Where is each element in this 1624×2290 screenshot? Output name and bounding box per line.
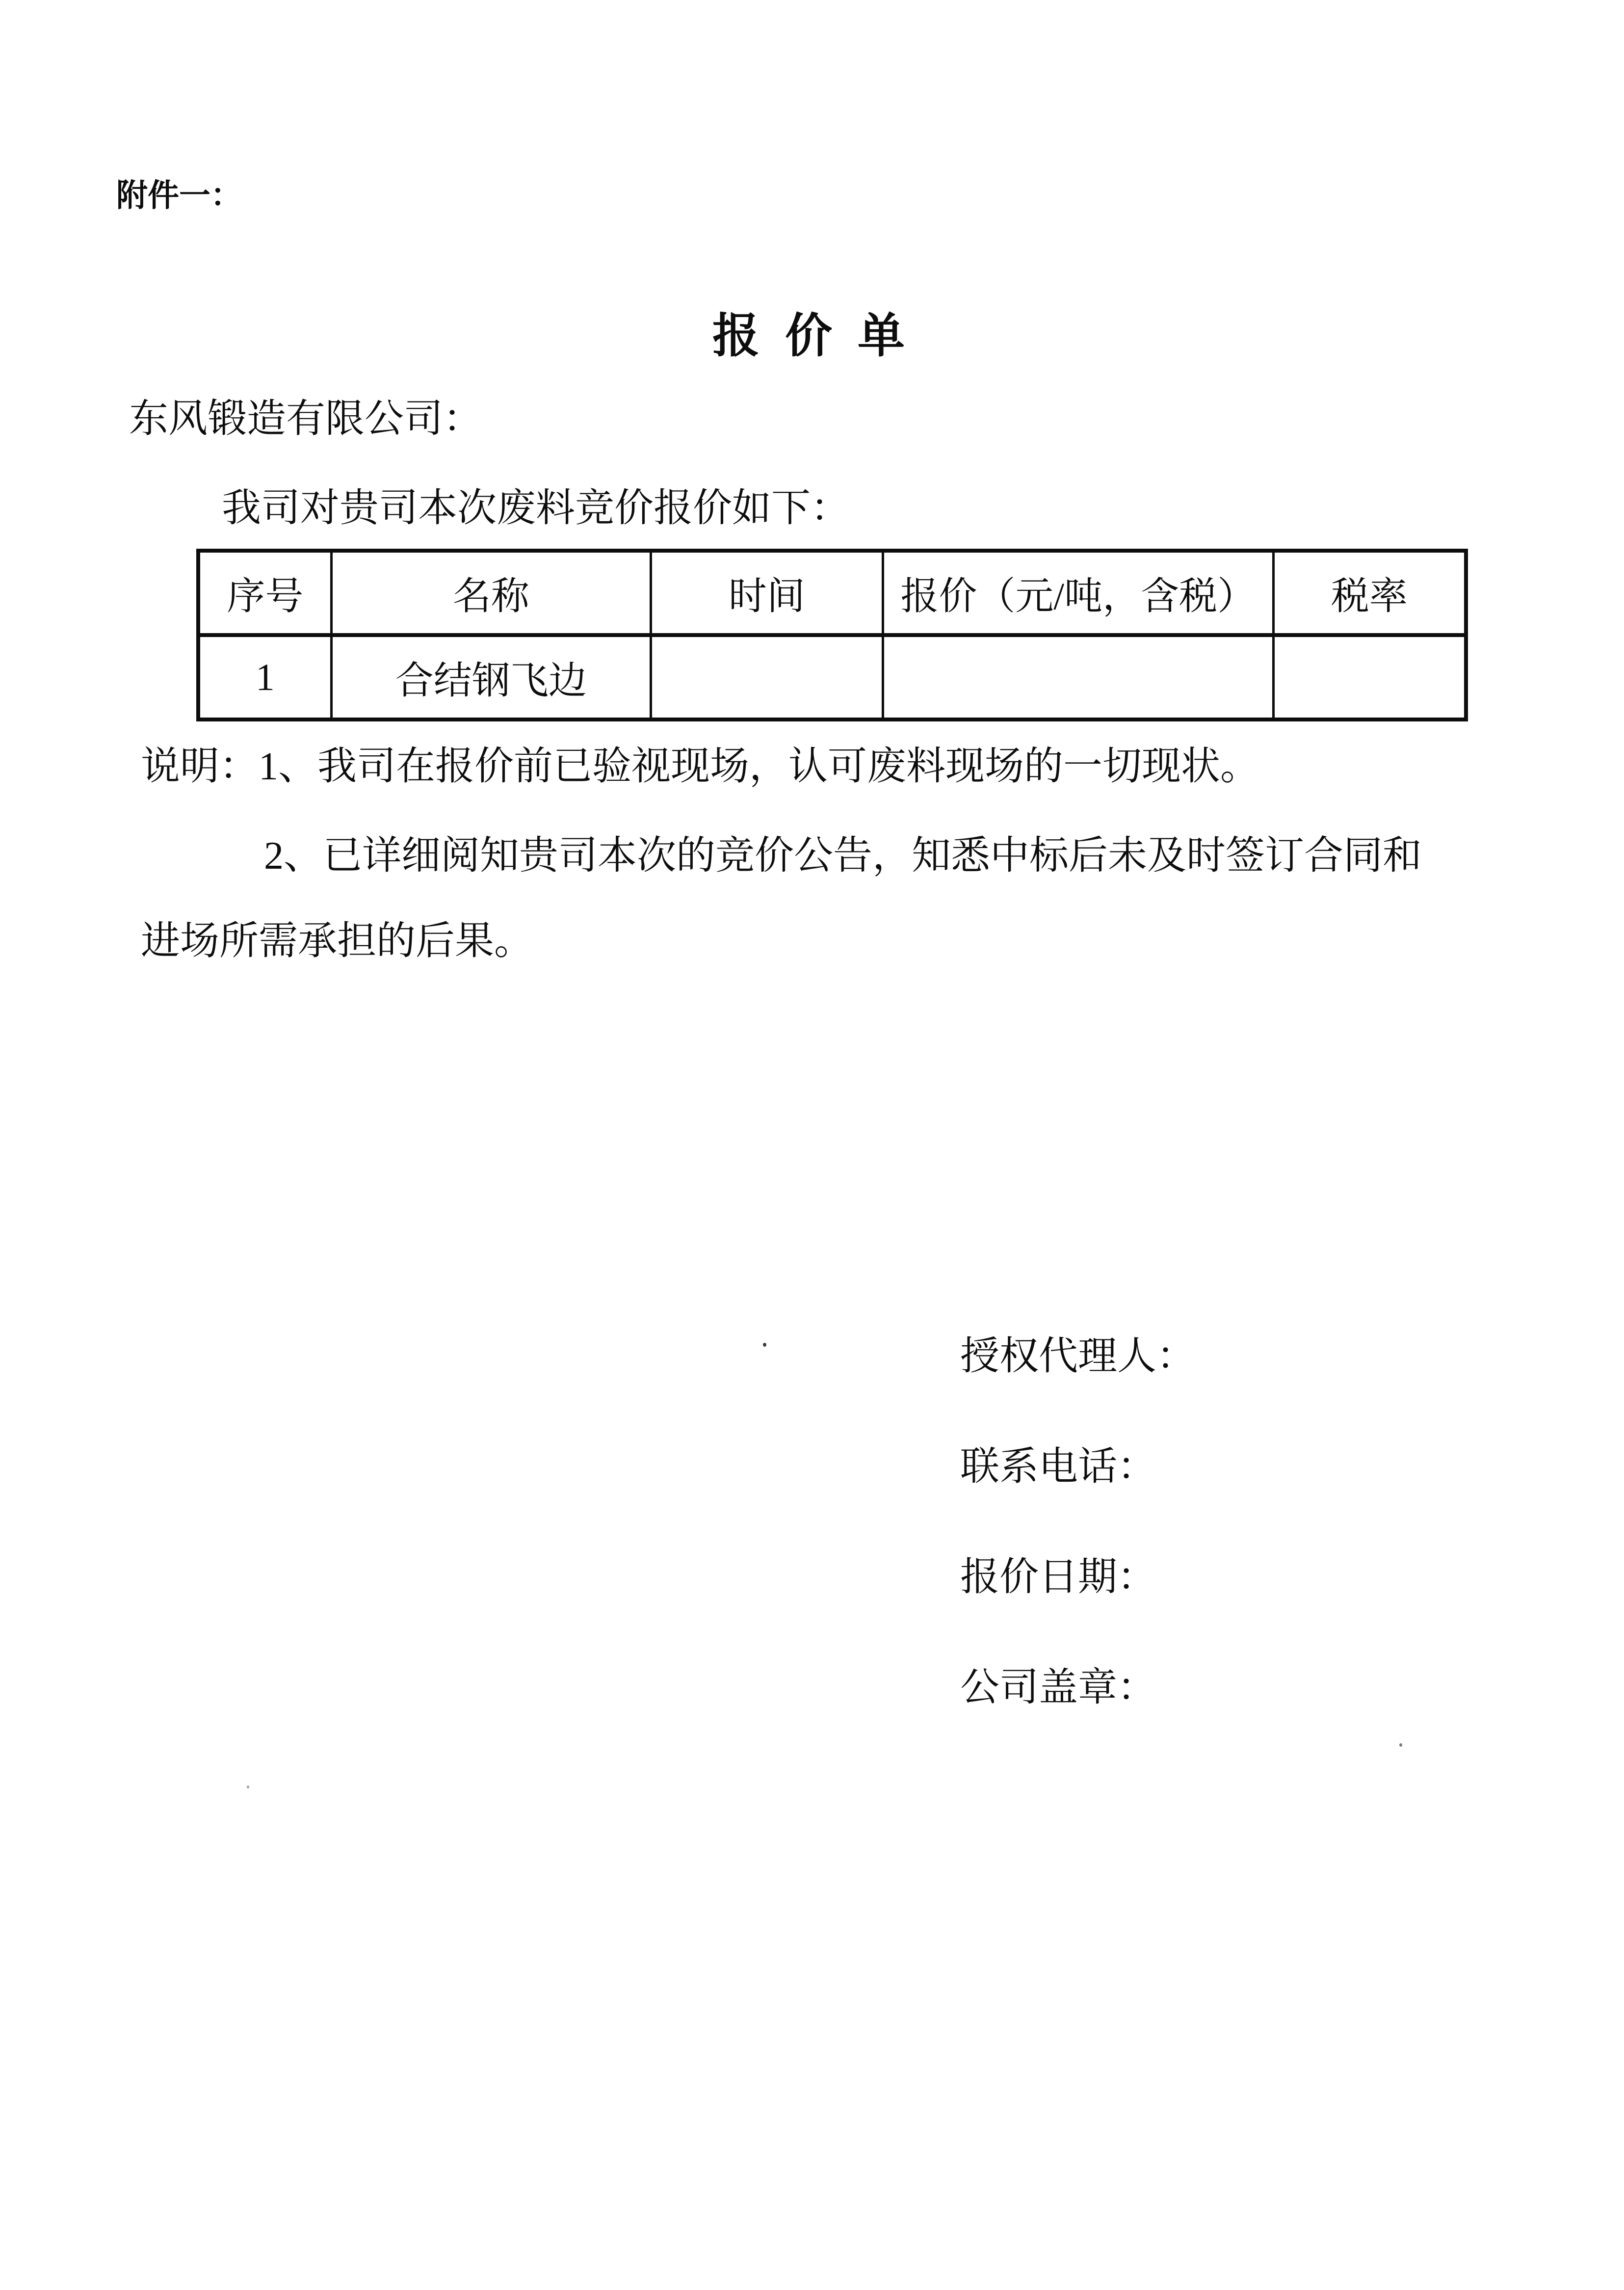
header-cell-time: 时间 <box>651 551 883 635</box>
note-line-1: 说明：1、我司在报价前已验视现场，认可废料现场的一切现状。 <box>141 745 1259 788</box>
signature-label-date: 报价日期： <box>960 1556 1156 1599</box>
signature-label-agent: 授权代理人： <box>960 1335 1196 1378</box>
cell-price <box>883 635 1273 719</box>
cell-name: 合结钢飞边 <box>331 635 651 719</box>
scan-speck <box>763 1343 766 1347</box>
note-line-3: 进场所需承担的后果。 <box>141 920 533 963</box>
intro-line: 我司对贵司本次废料竞价报价如下： <box>222 487 850 530</box>
note-line-2: 2、已详细阅知贵司本次的竞价公告，知悉中标后未及时签订合同和 <box>264 834 1422 878</box>
cell-time <box>651 635 883 719</box>
table-row <box>198 635 1466 719</box>
signature-label-phone: 联系电话： <box>960 1445 1156 1489</box>
header-cell-tax-rate: 税率 <box>1273 551 1466 635</box>
page-title: 报 价 单 <box>712 310 912 362</box>
scan-speck <box>1399 1743 1402 1747</box>
cell-seq: 1 <box>198 635 331 719</box>
recipient-line: 东风锻造有限公司： <box>129 398 482 441</box>
attachment-label: 附件一： <box>116 178 242 213</box>
header-cell-price: 报价（元/吨，含税） <box>883 551 1273 635</box>
signature-label-seal: 公司盖章： <box>960 1666 1156 1709</box>
header-cell-seq: 序号 <box>198 551 331 635</box>
quotation-table <box>196 549 1468 721</box>
cell-tax-rate <box>1273 635 1466 719</box>
scan-speck <box>247 1785 249 1788</box>
header-cell-name: 名称 <box>331 551 651 635</box>
table-header-row <box>198 551 1466 635</box>
